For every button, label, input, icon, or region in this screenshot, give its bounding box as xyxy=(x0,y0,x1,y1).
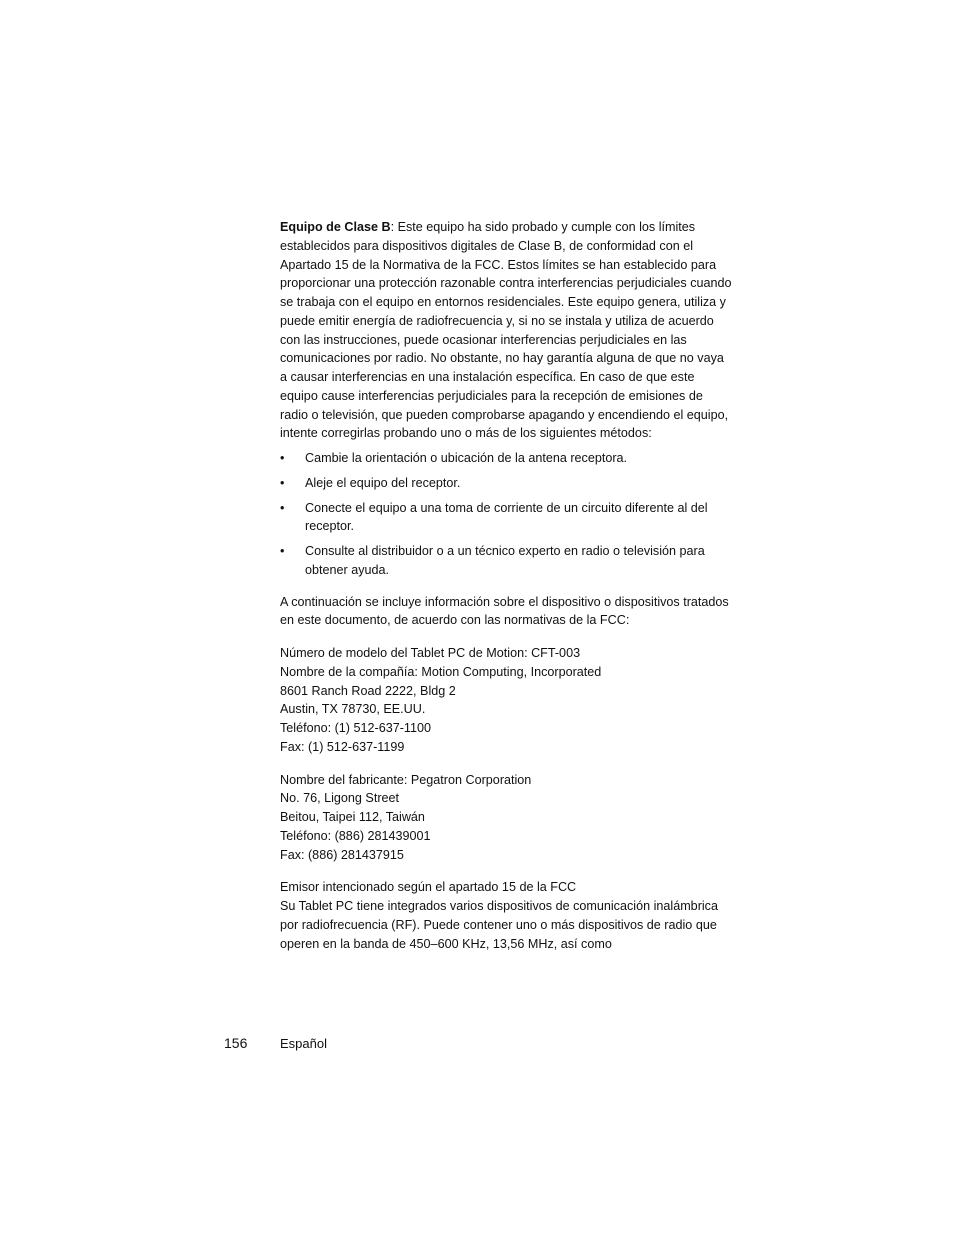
manufacturer-phone-line: Teléfono: (886) 281439001 xyxy=(280,828,431,843)
bullet-icon: • xyxy=(280,475,285,490)
document-body xyxy=(280,218,732,953)
remedy-list xyxy=(280,449,732,580)
bullet-icon: • xyxy=(280,544,285,558)
fcc-info-intro: A continuación se incluye información sobre el dispositivo o dispositivos tratados en este documento, de acuerdo con las normativas de la FCC: xyxy=(280,594,729,628)
phone-line: Teléfono: (1) 512-637-1100 xyxy=(280,721,431,735)
bullet-icon: • xyxy=(280,451,285,465)
list-item-text: Cambie la orientación o ubicación de la antena receptora. xyxy=(305,451,628,465)
class-b-text: : Este equipo ha sido probado y cumple con los límites establecidos para dispositivos digitales de Clase B, de conformidad con el Apartado 15 de la Normativa de la FCC. Estos límites se han establecido para proporcionar una protección razonable contra interferencias perjudiciales cuando se trabaja con el equipo en entornos residenciales. Este equipo genera, utiliza y puede emitir energía de radiofrecuencia y, si no se instala y utiliza de acuerdo con las instrucciones, puede ocasionar interferencias perjudiciales en las comunicaciones por radio. No obstante, no hay garantía alguna de que no vaya a causar interferencias en una instalación específica. En caso de que este equipo cause interferencias perjudiciales para la recepción de emisiones de radio o televisión, que pueden comprobarse apagando y encendiendo el equipo, intente corregirlas probando uno o más de los siguientes métodos: xyxy=(280,220,732,441)
fax-line: Fax: (1) 512-637-1199 xyxy=(280,739,405,754)
list-item xyxy=(280,499,732,537)
manufacturer-street-line: No. 76, Ligong Street xyxy=(280,791,400,806)
model-number-line: Número de modelo del Tablet PC de Motion: CFT-003 xyxy=(280,646,581,660)
footer-language: Español xyxy=(280,1036,327,1051)
list-item xyxy=(280,474,732,493)
list-item-text: Consulte al distribuidor o a un técnico experto en radio o televisión para obtener ayuda. xyxy=(305,544,705,577)
manufacturer-city-line: Beitou, Taipei 112, Taiwán xyxy=(280,810,425,824)
list-item-text: Aleje el equipo del receptor. xyxy=(305,475,461,490)
class-b-heading: Equipo de Clase B xyxy=(280,220,391,234)
manufacturer-fax-line: Fax: (886) 281437915 xyxy=(280,847,404,862)
class-b-paragraph xyxy=(280,218,732,443)
company-name-line: Nombre de la compañía: Motion Computing, Incorporated xyxy=(280,664,602,679)
bullet-icon: • xyxy=(280,500,285,515)
address-line: 8601 Ranch Road 2222, Bldg 2 xyxy=(280,683,456,698)
list-item xyxy=(280,542,732,580)
manufacturer-info-block xyxy=(280,771,732,865)
list-item-text: Conecte el equipo a una toma de corriente de un circuito diferente al del receptor. xyxy=(305,500,708,534)
emitter-section xyxy=(280,878,732,953)
manufacturer-name-line: Nombre del fabricante: Pegatron Corporation xyxy=(280,772,532,787)
page-number: 156 xyxy=(224,1035,248,1051)
emitter-heading: Emisor intencionado según el apartado 15 de la FCC xyxy=(280,880,577,895)
emitter-text: Su Tablet PC tiene integrados varios dispositivos de comunicación inalámbrica por radiofrecuencia (RF). Puede contener uno o más dispositivos de radio que operen en la banda de 450–600 KHz, 13,56 MHz, así como xyxy=(280,899,718,951)
city-line: Austin, TX 78730, EE.UU. xyxy=(280,702,426,717)
motion-info-block xyxy=(280,644,732,757)
page-footer xyxy=(224,1033,327,1054)
list-item xyxy=(280,449,732,468)
